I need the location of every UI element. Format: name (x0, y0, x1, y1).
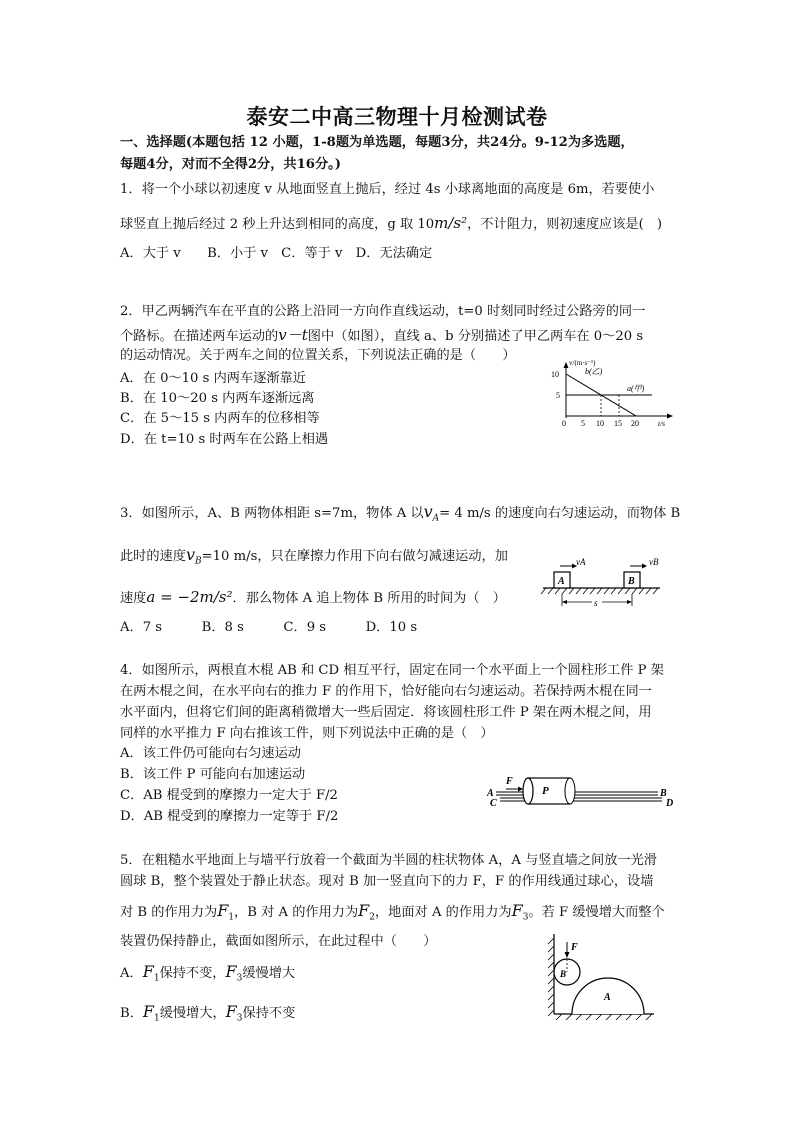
q5-optA-F1: F (142, 962, 154, 981)
q1-line2-c: ，不计阻力，则初速度应该是( ) (467, 217, 663, 232)
q3-vA-sub: A (432, 513, 440, 524)
q1-line1: 1．将一个小球以初速度 v 从地面竖直上抛后，经过 4s 小球离地面的高度是 6m，若要使小 (120, 182, 655, 197)
q3-line2-b: =10 m/s，只在摩擦力作用下向右做匀减速运动，加 (201, 549, 508, 564)
q5-line3-b: ，B 对 A 的作用力为 (234, 905, 359, 920)
q3-vB-sub: B (194, 556, 202, 567)
q2-graph-ylabel: v/(m·s⁻¹) (569, 360, 596, 367)
q5-optB-F3: F (225, 1002, 237, 1021)
q4-line1: 4．如图所示，两根直木棍 AB 和 CD 相互平行，固定在同一个水平面上一个圆柱形工件 P 架 (120, 663, 664, 678)
q5-option-b-label: B． (120, 1006, 143, 1021)
q3-vA: v (423, 502, 433, 521)
q5-fig-B: B (560, 969, 567, 979)
q2-line2-a: 个路标。在描述两车运动的 (120, 329, 279, 344)
q3-fig-vB: vB (649, 557, 659, 567)
q2-graph-xlabel: t/s (658, 419, 666, 428)
q3-line1-b: = 4 m/s 的速度向右匀速运动，而物体 B (439, 506, 681, 521)
q4-line4: 同样的水平推力 F 向右推该工件，则下列说法中正确的是（ ） (120, 726, 494, 741)
q5-F1: F (217, 901, 229, 920)
q2-graph-y10: 10 (551, 370, 559, 379)
q2-graph-x5: 5 (581, 419, 585, 428)
q2-line1: 2．甲乙两辆汽车在平直的公路上沿同一方向作直线运动，t=0 时刻同时经过公路旁的同一 (120, 304, 646, 319)
q2-line2-c: 图中（如图），直线 a、b 分别描述了甲乙两车在 0～20 s (307, 329, 644, 344)
q5-F2: F (358, 901, 370, 920)
q4-option-a: A．该工件仍可能向右匀速运动 (120, 746, 301, 761)
section-header-line1: 一、选择题(本题包括 12 小题，1-8题为单选题，每题3分，共24分。9-12为多选题， (120, 135, 634, 150)
q5-line3 (120, 901, 665, 928)
q5-option-b-end: 保持不变 (242, 1006, 296, 1021)
q3-line1 (120, 502, 680, 529)
q5-option-b (120, 1002, 295, 1029)
section-header-line2: 每题4分，对而不全得2分，共16分。) (120, 157, 341, 172)
q4-fig-F: F (506, 776, 513, 787)
q5-optB-F3-sub: 3 (236, 1013, 243, 1024)
q5-option-a-label: A． (120, 966, 143, 981)
q2-option-d: D．在 t=10 s 时两车在公路上相遇 (120, 432, 329, 447)
q3-options: A．7 s B．8 s C．9 s D．10 s (120, 620, 418, 635)
q4-line2: 在两木棍之间，在水平向右的推力 F 的作用下，恰好能向右匀速运动。若保持两木棍在同一 (120, 684, 652, 699)
q5-figure (542, 928, 662, 1020)
q5-F3-sub: 3 (522, 912, 529, 923)
q2-vt-graph (548, 360, 678, 430)
q4-fig-P: P (542, 785, 549, 797)
q5-optA-F3: F (225, 962, 237, 981)
q2-option-c: C．在 5～15 s 内两车的位移相等 (120, 411, 320, 426)
page-title: 泰安二中高三物理十月检测试卷 (246, 104, 548, 129)
q5-line3-a: 对 B 的作用力为 (120, 905, 218, 920)
q2-graph-x15: 15 (614, 419, 622, 428)
q5-F2-sub: 2 (369, 912, 375, 923)
q2-option-a: A．在 0～10 s 内两车逐渐靠近 (120, 371, 306, 386)
q2-graph-label-a: a(甲) (627, 384, 645, 393)
q3-line3 (120, 587, 506, 609)
q1-line2-a: 球竖直上抛后经过 2 秒上升达到相同的高度，g 取 10 (120, 217, 435, 232)
q4-option-c: C．AB 棍受到的摩擦力一定大于 F/2 (120, 788, 338, 803)
q5-F3: F (511, 901, 523, 920)
q5-fig-A: A (604, 992, 611, 1003)
q5-optA-F3-sub: 3 (236, 973, 243, 984)
q5-optA-F1-sub: 1 (153, 973, 160, 984)
q4-fig-A: A (487, 788, 494, 799)
q3-figure (540, 552, 668, 614)
q3-fig-vA: vA (576, 557, 586, 567)
q4-figure (486, 770, 686, 810)
q4-option-d: D．AB 棍受到的摩擦力一定等于 F/2 (120, 809, 339, 824)
q1-line2 (120, 213, 662, 235)
q5-option-a-end: 缓慢增大 (242, 966, 296, 981)
q1-g-unit: m/s² (434, 214, 468, 232)
q4-fig-C: C (490, 798, 497, 809)
q4-option-b: B．该工件 P 可能向右加速运动 (120, 767, 306, 782)
q5-line1: 5．在粗糙水平地面上与墙平行放着一个截面为半圆的柱状物体 A，A 与竖直墙之间放一光滑 (120, 853, 657, 868)
q2-vt: v－t (278, 326, 308, 344)
q5-F1-sub: 1 (228, 912, 235, 923)
q2-graph-label-b: b(乙) (585, 367, 603, 376)
q5-line4: 装置仍保持静止，截面如图所示，在此过程中（ ） (120, 934, 437, 949)
q4-fig-D: D (666, 798, 674, 809)
q4-line3: 水平面内，但将它们间的距离稍微增大一些后固定．将该圆柱形工件 P 架在两木棍之间，用 (120, 705, 652, 720)
q3-line1-a: 3．如图所示，A、B 两物体相距 s=7m，物体 A 以 (120, 506, 424, 521)
q3-line2-a: 此时的速度 (120, 549, 186, 564)
q5-optB-F1: F (142, 1002, 154, 1021)
q5-option-a-mid: 保持不变， (159, 966, 226, 981)
q3-fig-B: B (628, 576, 635, 587)
q3-line2 (120, 545, 508, 572)
q2-option-b: B．在 10～20 s 内两车逐渐远离 (120, 391, 315, 406)
q3-line3-a: 速度 (120, 591, 147, 606)
q2-graph-origin: 0 (562, 419, 566, 428)
q3-vB: v (185, 545, 195, 564)
q3-fig-s: s (594, 598, 598, 608)
q2-graph-x10: 10 (596, 419, 604, 428)
q5-line2: 圆球 B，整个装置处于静止状态。现对 B 加一竖直向下的力 F，F 的作用线通过球心，设墙 (120, 874, 654, 889)
q1-options: A．大于 v B．小于 v C．等于 v D．无法确定 (120, 246, 433, 261)
q5-option-b-mid: 缓慢增大， (159, 1006, 226, 1021)
q4-fig-B: B (660, 788, 667, 799)
q5-fig-F: F (571, 942, 578, 953)
q5-optB-F1-sub: 1 (154, 1013, 160, 1024)
q2-line2 (120, 325, 643, 347)
q2-graph-x20: 20 (631, 419, 639, 428)
q2-graph-y5: 5 (556, 391, 560, 400)
q5-line3-d: 。若 F 缓慢增大而整个 (528, 905, 665, 920)
q3-accel: a = −2m/s² (146, 588, 233, 606)
q3-line3-b: ．那么物体 A 追上物体 B 所用的时间为（ ） (232, 591, 506, 606)
q5-line3-c: ，地面对 A 的作用力为 (375, 905, 512, 920)
q2-line3: 的运动情况。关于两车之间的位置关系，下列说法正确的是（ ） (120, 348, 516, 363)
q5-option-a (120, 962, 295, 989)
q3-fig-A: A (558, 576, 565, 587)
